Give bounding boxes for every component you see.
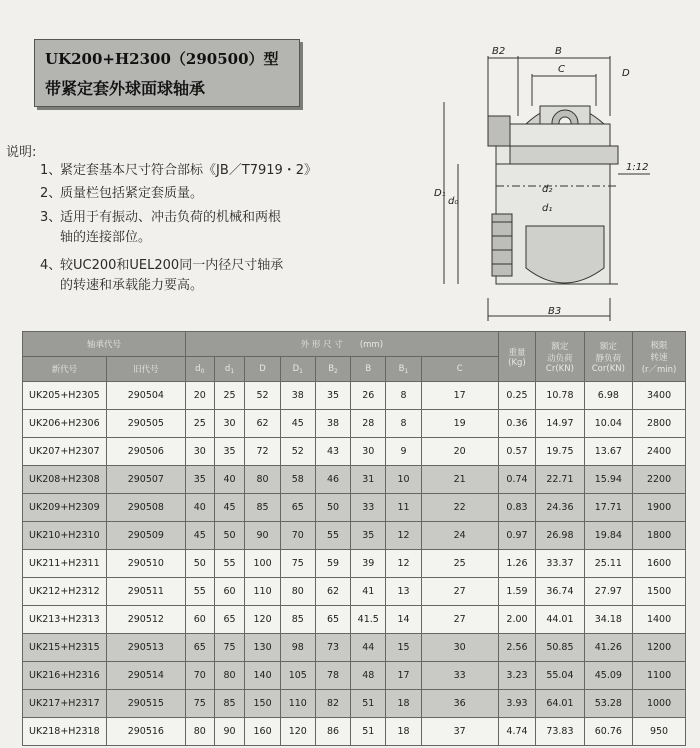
table-cell: 50 (185, 550, 214, 578)
table-cell: 44 (351, 634, 386, 662)
title-box (34, 39, 300, 107)
table-cell: 35 (185, 466, 214, 494)
table-cell: 10 (386, 466, 421, 494)
table-cell: 290511 (106, 578, 185, 606)
table-row (23, 466, 686, 494)
table-cell: 290506 (106, 438, 185, 466)
table-cell: 290512 (106, 606, 185, 634)
table-cell: 15.94 (584, 466, 632, 494)
table-row (23, 382, 686, 410)
table-cell: 20 (185, 382, 214, 410)
table-cell: 290514 (106, 662, 185, 690)
table-cell: 86 (315, 718, 350, 746)
table-row (23, 578, 686, 606)
label-d1: d₁ (542, 203, 553, 214)
table-cell: 22.71 (536, 466, 584, 494)
table-cell: 1200 (633, 634, 686, 662)
table-cell: UK210+H2310 (23, 522, 107, 550)
table-cell: 85 (280, 606, 315, 634)
table-cell: 1.26 (498, 550, 535, 578)
table-cell: UK211+H2311 (23, 550, 107, 578)
table-cell: 62 (245, 410, 280, 438)
table-cell: 17 (421, 382, 498, 410)
table-cell: 50.85 (536, 634, 584, 662)
table-cell: UK206+H2306 (23, 410, 107, 438)
table-cell: 9 (386, 438, 421, 466)
table-cell: 55 (185, 578, 214, 606)
table-cell: 73.83 (536, 718, 584, 746)
table-cell: 160 (245, 718, 280, 746)
table-cell: 13.67 (584, 438, 632, 466)
table-cell: 0.25 (498, 382, 535, 410)
table-cell: 55 (214, 550, 245, 578)
header-cr: 额定 动负荷 Cr(KN) (536, 332, 584, 382)
table-cell: 290516 (106, 718, 185, 746)
table-cell: 55 (315, 522, 350, 550)
table-cell: 100 (245, 550, 280, 578)
table-cell: 40 (185, 494, 214, 522)
table-cell: 19.84 (584, 522, 632, 550)
table-cell: 25 (214, 382, 245, 410)
table-cell: 30 (185, 438, 214, 466)
table-cell: 58 (280, 466, 315, 494)
table-cell: 110 (280, 690, 315, 718)
note-item: 2、质量栏包括紧定套质量。 (40, 186, 204, 201)
table-cell: UK217+H2317 (23, 690, 107, 718)
table-cell: 30 (214, 410, 245, 438)
table-cell: 1600 (633, 550, 686, 578)
table-cell: 39 (351, 550, 386, 578)
table-cell: 290505 (106, 410, 185, 438)
table-cell: 19 (421, 410, 498, 438)
header-bearing-code: 轴承代号 (23, 332, 186, 357)
table-cell: 17 (386, 662, 421, 690)
table-cell: 85 (214, 690, 245, 718)
table-cell: 1000 (633, 690, 686, 718)
table-cell: 51 (351, 690, 386, 718)
table-cell: 0.74 (498, 466, 535, 494)
table-cell: 36.74 (536, 578, 584, 606)
table-cell: 85 (245, 494, 280, 522)
table-cell: UK218+H2318 (23, 718, 107, 746)
table-row (23, 690, 686, 718)
table-row (23, 718, 686, 746)
table-cell: 45 (214, 494, 245, 522)
label-taper: 1:12 (626, 162, 649, 173)
header-new-code: 新代号 (23, 357, 107, 382)
table-cell: 290510 (106, 550, 185, 578)
table-cell: 41.5 (351, 606, 386, 634)
table-cell: 35 (351, 522, 386, 550)
note-item: 1、紧定套基本尺寸符合部标《JB／T7919・2》 (40, 163, 318, 178)
table-cell: 25 (185, 410, 214, 438)
table-cell: 34.18 (584, 606, 632, 634)
table-cell: 44.01 (536, 606, 584, 634)
bearing-cross-section (430, 36, 680, 326)
table-cell: 130 (245, 634, 280, 662)
table-cell: 75 (214, 634, 245, 662)
table-cell: 52 (280, 438, 315, 466)
table-cell: 13 (386, 578, 421, 606)
title-model: UK200+H2300（290500）型 (45, 50, 279, 68)
table-cell: 2200 (633, 466, 686, 494)
table-cell: 90 (245, 522, 280, 550)
title-description: 带紧定套外球面球轴承 (45, 79, 206, 98)
header-B1: $B_1$ (386, 357, 421, 382)
label-b: B (555, 46, 562, 57)
table-cell: 36 (421, 690, 498, 718)
table-cell: 12 (386, 522, 421, 550)
table-cell: 80 (280, 578, 315, 606)
table-cell: UK208+H2308 (23, 466, 107, 494)
table-cell: 70 (280, 522, 315, 550)
table-cell: 53.28 (584, 690, 632, 718)
table-cell: 3.23 (498, 662, 535, 690)
table-cell: 60 (185, 606, 214, 634)
table-cell: 1800 (633, 522, 686, 550)
note-item: 4、较UC200和UEL200同一内径尺寸轴承 的转速和承载能力要高。 (40, 258, 284, 293)
header-D: D (245, 357, 280, 382)
table-cell: 35 (214, 438, 245, 466)
table-cell: 38 (315, 410, 350, 438)
table-cell: UK207+H2307 (23, 438, 107, 466)
header-D1: $D_1$ (280, 357, 315, 382)
table-cell: 27 (421, 606, 498, 634)
table-cell: 21 (421, 466, 498, 494)
table-cell: 62 (315, 578, 350, 606)
table-cell: 950 (633, 718, 686, 746)
table-cell: 51 (351, 718, 386, 746)
table-cell: 75 (280, 550, 315, 578)
label-d0: d₀ (448, 196, 459, 207)
table-cell: 11 (386, 494, 421, 522)
table-cell: 60 (214, 578, 245, 606)
table-cell: 1100 (633, 662, 686, 690)
table-cell: UK213+H2313 (23, 606, 107, 634)
header-old-code: 旧代号 (106, 357, 185, 382)
table-cell: 15 (386, 634, 421, 662)
table-cell: 75 (185, 690, 214, 718)
table-cell: 290513 (106, 634, 185, 662)
table-cell: 65 (280, 494, 315, 522)
table-cell: 65 (214, 606, 245, 634)
table-cell: 2.00 (498, 606, 535, 634)
table-row (23, 550, 686, 578)
table-cell: 55.04 (536, 662, 584, 690)
table-cell: 30 (421, 634, 498, 662)
table-cell: 24 (421, 522, 498, 550)
table-cell: 28 (351, 410, 386, 438)
table-cell: 290504 (106, 382, 185, 410)
table-cell: 2800 (633, 410, 686, 438)
bearing-drawing (430, 36, 680, 326)
table-cell: UK216+H2316 (23, 662, 107, 690)
table-row (23, 662, 686, 690)
table-cell: 27.97 (584, 578, 632, 606)
table-cell: 10.78 (536, 382, 584, 410)
table-cell: 80 (214, 662, 245, 690)
table-cell: 25 (421, 550, 498, 578)
table-cell: 70 (185, 662, 214, 690)
note-item: 3、适用于有振动、冲击负荷的机械和两根 轴的连接部位。 (40, 210, 282, 245)
table-cell: 41.26 (584, 634, 632, 662)
table-cell: 45.09 (584, 662, 632, 690)
header-C: C (421, 357, 498, 382)
table-row (23, 494, 686, 522)
table-cell: 45 (185, 522, 214, 550)
table-cell: 1500 (633, 578, 686, 606)
header-d1: $d_1$ (214, 357, 245, 382)
table-cell: 150 (245, 690, 280, 718)
spec-table (22, 331, 686, 746)
table-cell: 38 (280, 382, 315, 410)
table-cell: 35 (315, 382, 350, 410)
table-cell: 64.01 (536, 690, 584, 718)
table-cell: 290515 (106, 690, 185, 718)
table-cell: 20 (421, 438, 498, 466)
header-d0: $d_0$ (185, 357, 214, 382)
table-cell: 0.97 (498, 522, 535, 550)
label-b3: B3 (548, 306, 562, 317)
label-d2: d₂ (542, 184, 553, 195)
table-cell: 27 (421, 578, 498, 606)
table-cell: 1900 (633, 494, 686, 522)
table-row (23, 410, 686, 438)
table-cell: 2.56 (498, 634, 535, 662)
table-cell: UK205+H2305 (23, 382, 107, 410)
table-cell: 18 (386, 718, 421, 746)
table-cell: 46 (315, 466, 350, 494)
label-d1-cap: D₁ (434, 188, 446, 199)
table-row (23, 438, 686, 466)
table-cell: 25.11 (584, 550, 632, 578)
table-cell: 17.71 (584, 494, 632, 522)
table-cell: 290507 (106, 466, 185, 494)
table-row (23, 634, 686, 662)
table-cell: 45 (280, 410, 315, 438)
table-row (23, 522, 686, 550)
table-cell: 110 (245, 578, 280, 606)
table-cell: 18 (386, 690, 421, 718)
table-cell: 6.98 (584, 382, 632, 410)
notes-heading: 说明: (6, 145, 37, 160)
table-cell: 31 (351, 466, 386, 494)
table-cell: 65 (315, 606, 350, 634)
table-cell: 82 (315, 690, 350, 718)
table-cell: 43 (315, 438, 350, 466)
table-cell: 41 (351, 578, 386, 606)
table-cell: 4.74 (498, 718, 535, 746)
table-cell: 98 (280, 634, 315, 662)
table-cell: 3400 (633, 382, 686, 410)
table-cell: 60.76 (584, 718, 632, 746)
header-cor: 额定 静负荷 Cor(KN) (584, 332, 632, 382)
table-cell: 2400 (633, 438, 686, 466)
label-d: D (622, 68, 630, 79)
table-cell: 80 (185, 718, 214, 746)
table-cell: 24.36 (536, 494, 584, 522)
table-cell: 26.98 (536, 522, 584, 550)
table-cell: 8 (386, 382, 421, 410)
table-cell: 52 (245, 382, 280, 410)
table-cell: 10.04 (584, 410, 632, 438)
table-row (23, 606, 686, 634)
table-cell: 30 (351, 438, 386, 466)
table-cell: 33 (351, 494, 386, 522)
table-cell: 3.93 (498, 690, 535, 718)
table-cell: UK215+H2315 (23, 634, 107, 662)
table-cell: 26 (351, 382, 386, 410)
table-cell: 0.36 (498, 410, 535, 438)
table-cell: 50 (315, 494, 350, 522)
table-cell: 90 (214, 718, 245, 746)
table-cell: 73 (315, 634, 350, 662)
table-cell: 120 (280, 718, 315, 746)
table-cell: 14 (386, 606, 421, 634)
table-cell: 65 (185, 634, 214, 662)
table-cell: 120 (245, 606, 280, 634)
table-cell: 37 (421, 718, 498, 746)
header-B: B (351, 357, 386, 382)
header-B2: $B_2$ (315, 357, 350, 382)
table-cell: 8 (386, 410, 421, 438)
table-cell: 14.97 (536, 410, 584, 438)
label-b2: B2 (492, 46, 506, 57)
table-cell: 22 (421, 494, 498, 522)
table-cell: 48 (351, 662, 386, 690)
table-cell: 12 (386, 550, 421, 578)
table-cell: UK209+H2309 (23, 494, 107, 522)
table-cell: 0.83 (498, 494, 535, 522)
header-speed: 极限 转速 (r／min) (633, 332, 686, 382)
header-mass: 重量 (Kg) (498, 332, 535, 382)
table-cell: 1400 (633, 606, 686, 634)
table-cell: 140 (245, 662, 280, 690)
table-cell: 72 (245, 438, 280, 466)
table-cell: UK212+H2312 (23, 578, 107, 606)
table-cell: 59 (315, 550, 350, 578)
table-cell: 105 (280, 662, 315, 690)
table-cell: 40 (214, 466, 245, 494)
table-cell: 80 (245, 466, 280, 494)
spec-table-body (23, 382, 686, 746)
table-cell: 1.59 (498, 578, 535, 606)
table-cell: 19.75 (536, 438, 584, 466)
table-cell: 50 (214, 522, 245, 550)
table-cell: 33.37 (536, 550, 584, 578)
table-cell: 0.57 (498, 438, 535, 466)
table-cell: 290509 (106, 522, 185, 550)
label-c: C (558, 64, 565, 75)
table-cell: 78 (315, 662, 350, 690)
header-dimensions: 外 形 尺 寸 (mm) (185, 332, 498, 357)
table-cell: 33 (421, 662, 498, 690)
table-cell: 290508 (106, 494, 185, 522)
